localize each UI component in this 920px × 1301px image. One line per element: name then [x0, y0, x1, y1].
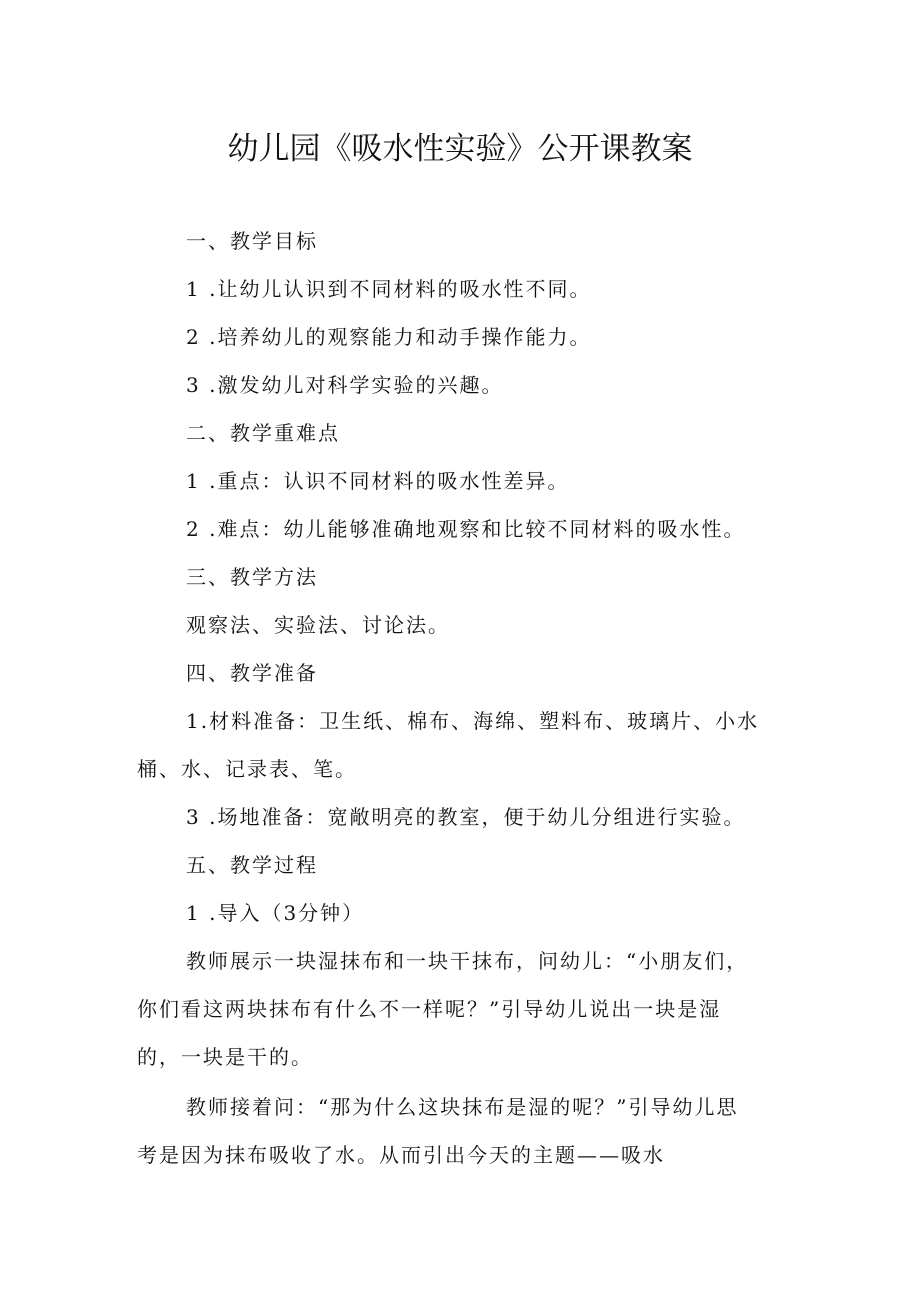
materials-line-2: 桶、水、记录表、笔。	[137, 757, 357, 781]
section-heading-preparation: 四、教学准备	[186, 661, 318, 685]
intro-paragraph-line-1: 教师展示一块湿抹布和一块干抹布，问幼儿：“小朋友们，	[186, 949, 749, 973]
section-heading-teaching-methods: 三、教学方法	[186, 565, 318, 589]
key-point-item: 1 .重点：认识不同材料的吸水性差异。	[186, 469, 570, 493]
section-heading-teaching-goals: 一、教学目标	[186, 229, 318, 253]
materials-line-1: 1.材料准备：卫生纸、棉布、海绵、塑料布、玻璃片、小水	[186, 709, 760, 733]
followup-paragraph-line-2: 考是因为抹布吸收了水。从而引出今天的主题——吸水	[137, 1143, 665, 1167]
intro-paragraph-line-3: 的，一块是干的。	[137, 1045, 313, 1069]
document-title: 幼儿园《吸水性实验》公开课教案	[227, 131, 693, 167]
goal-item-2: 2 .培养幼儿的观察能力和动手操作能力。	[186, 325, 592, 349]
goal-item-3: 3 .激发幼儿对科学实验的兴趣。	[186, 373, 504, 397]
goal-item-1: 1 .让幼儿认识到不同材料的吸水性不同。	[186, 277, 592, 301]
followup-paragraph-line-1: 教师接着问：“那为什么这块抹布是湿的呢？”引导幼儿思	[186, 1095, 739, 1119]
methods-text: 观察法、实验法、讨论法。	[186, 613, 450, 637]
intro-paragraph-line-2: 你们看这两块抹布有什么不一样呢？”引导幼儿说出一块是湿	[137, 997, 722, 1021]
difficulty-item: 2 .难点：幼儿能够准确地观察和比较不同材料的吸水性。	[186, 517, 746, 541]
section-heading-key-difficulties: 二、教学重难点	[186, 421, 340, 445]
venue-preparation: 3 .场地准备：宽敞明亮的教室，便于幼儿分组进行实验。	[186, 805, 746, 829]
section-heading-teaching-process: 五、教学过程	[186, 853, 318, 877]
process-step-intro: 1 .导入（3分钟）	[186, 901, 365, 925]
